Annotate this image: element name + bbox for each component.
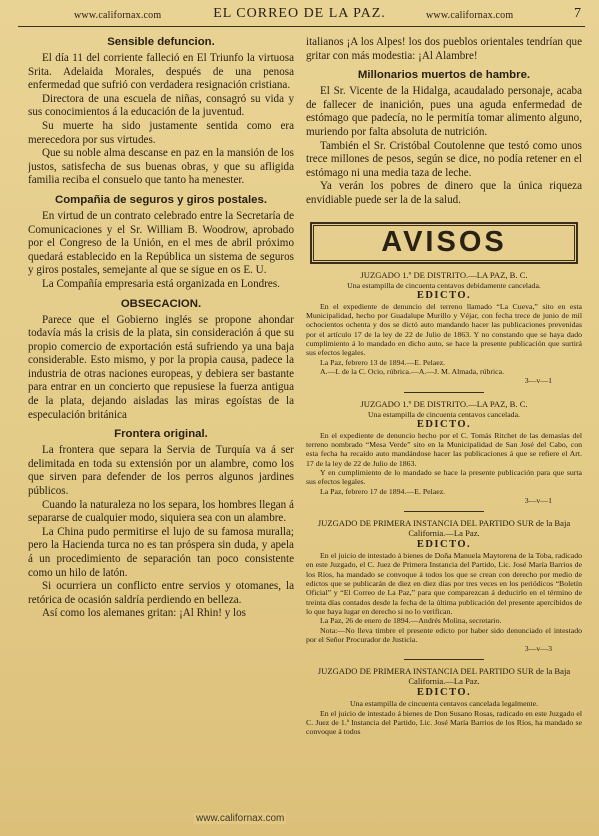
notice-body: En el juicio de intestado á bienes de Doña Manuela Maytorena de la Toba, radicado en este Juzgado, el C. Juez de Primera Instancia del Partido, Lic. José María Barrios de los Ríos, ha mandado se convoque á todos los que se crean con derecho por medio de edictos que se publicarán de diez en diez días por tres veces en los periódicos “Boletín Oficial” y “El Correo de La Paz,” para que comparezcan á deducirlo en el término de treinta días contados desde la fecha de la última publicación del presente apercibidos de lo que haya lugar en derecho si no lo verifican.: [306, 551, 582, 616]
page-header: [0, 0, 599, 28]
section-title: Sensible defuncion.: [107, 36, 215, 48]
notice-court: JUZGADO 1.º DE DISTRITO.—LA PAZ, B. C.: [360, 269, 528, 280]
notice-court: JUZGADO 1.º DE DISTRITO.—LA PAZ, B. C.: [360, 398, 528, 409]
notice-edicto: EDICTO.: [416, 539, 472, 551]
notice-stamp-line: Una estampilla de cincuenta centavos debidamente cancelada.: [347, 280, 541, 290]
notice-body: Y en cumplimiento de lo mandado se hace la presente publicación para que surta sus efectos legales.: [306, 467, 582, 487]
notice-number: 3—v—1: [524, 495, 552, 505]
paragraph: La frontera que separa la Servia de Turquía va á ser delimitada en toda su extensión por un alambre, como los que sirven para defender de los perros algunos jardines públicos.: [28, 444, 294, 498]
paragraph: Cuando la naturaleza no los separa, los hombres llegan á separarse de cualquier modo, siquiera sea con un alambre.: [28, 498, 294, 525]
divider: [404, 511, 484, 512]
masthead: EL CORREO DE LA PAZ.: [213, 6, 386, 21]
notice-number: 3—v—3: [524, 644, 552, 654]
section-title: Millonarios muertos de hambre.: [357, 69, 531, 82]
notice-date: La Paz, febrero 13 de 1894.—E. Pelaez.: [320, 357, 446, 367]
notice-date: La Paz, 26 de enero de 1894.—Andrés Molina, secretario.: [320, 616, 502, 626]
legal-notices: [306, 270, 582, 737]
page-number: 7: [574, 6, 581, 21]
notice-date: La Paz, febrero 17 de 1894.—E. Pelaez.: [320, 486, 446, 496]
notice-edicto: EDICTO.: [416, 418, 472, 430]
paragraph: Así como los alemanes gritan: ¡Al Rhin! y los: [42, 607, 246, 620]
notice-edicto: EDICTO.: [416, 687, 472, 699]
divider: [404, 659, 484, 660]
section-title: OBSECACION.: [120, 297, 202, 310]
paragraph: Ya verán los pobres de dinero que la única riqueza envidiable puede ser la de la salud.: [306, 180, 582, 206]
avisos-banner: [310, 222, 578, 264]
notice-body: En el expediente de denuncio hecho por el C. Tomás Ritchet de las demasías del terreno nombrado “Mesa Verde” sito en la Municipalidad de San José del Cabo, con esta fecha ha recaído auto mandándose hacer las publicaciones á que se refiere el Art. 17 de la ley de 22 de Julio de 1863.: [306, 430, 582, 468]
section-title: Frontera original.: [114, 428, 208, 441]
notice-1: [306, 270, 582, 386]
avisos-title: AVISOS: [381, 226, 507, 259]
paragraph: El Sr. Vicente de la Hidalga, acaudalado personaje, acaba de fallecer de inanición, pues una aguda enfermedad de estómago que padecía, no le permitía tomar alimento alguno, muriendo por falta absoluta de nutrición.: [306, 85, 582, 138]
notice-signature: A.—I. de la C. Ocio, rúbrica.—A.—J. M. Almada, rúbrica.: [320, 366, 505, 376]
notice-body: En el expediente de denuncio del terreno llamado “La Cueva,” sito en esta Municipalidad, hecho por Guadalupe Murillo y Véjar, con fecha trece de junio de mil ochocientos ochenta y dos se dictó auto mandando hacer las publicaciones prevenidas por el artículo 17 de la ley de 22 de Julio de 1863. Y no constando que se haya dado cumplimiento á lo mandado en dicho auto, se hace la presente publicación que surtirá sus efectos legales.: [306, 301, 582, 358]
notice-court: JUZGADO DE PRIMERA INSTANCIA DEL PARTIDO SUR de la Baja California.—La Paz.: [317, 666, 571, 687]
notice-note: Nota:—No lleva timbre el presente edicto por haber sido denunciado el intestado por el Señor Procurador de Justicia.: [306, 625, 582, 644]
section-title: Compañia de seguros y giros postales.: [54, 193, 268, 206]
paragraph: También el Sr. Cristóbal Coutolenne que testó como unos trece millones de pesos, según se dice, no podía retener en el estómago ni una media taza de leche.: [306, 139, 582, 179]
watermark-url: www.californax.com: [196, 813, 285, 824]
notice-stamp-line: Una estampilla de cincuenta centavos cancelada.: [368, 409, 520, 419]
header-url-right: www.californax.com: [426, 10, 514, 21]
header-url-left: www.californax.com: [74, 10, 162, 21]
paragraph: Su muerte ha sido justamente sentida como era merecedora por sus virtudes.: [28, 119, 294, 146]
notice-3: [306, 518, 582, 653]
notice-edicto: EDICTO.: [416, 289, 472, 301]
paragraph: Directora de una escuela de niñas, consagró su vida y sus conocimientos á la educación de la juventud.: [28, 92, 294, 119]
notice-2: [306, 399, 582, 506]
paragraph: La China pudo permitirse el lujo de su famosa muralla; pero la Hacienda turca no es tan próspera sin duda, y apela á un procedimiento de separación tan poco consistente como un hilo de latón.: [28, 525, 294, 579]
divider: [404, 392, 484, 393]
notice-stamp-line: Una estampilla de cincuenta centavos cancelada legalmente.: [349, 699, 539, 709]
notice-body: En el juicio de intestado á bienes de Don Susano Rosas, radicado en este Juzgado el C. Juez de 1.ª Instancia del Partido, Lic. José María Barrios de los Ríos, ha mandado se convoque á todos: [306, 708, 582, 737]
header-rule: [18, 26, 585, 27]
paragraph: En virtud de un contrato celebrado entre la Secretaría de Comunicaciones y el Sr. William B. Woodrow, aprobado por el Congreso de la Unión, en el mes de abril próximo quedará establecido en la República un sistema de seguros y giros postales, semejante al que se sigue en os E. U.: [28, 209, 294, 277]
paragraph: El día 11 del corriente falleció en El Triunfo la virtuosa Srita. Adelaida Morales, después de una penosa enfermedad que sufrió con verdadera resignación cristiana.: [28, 52, 294, 92]
paragraph: La Compañía empresaria está organizada en Londres.: [42, 277, 280, 290]
paragraph: Que su noble alma descanse en paz en la mansión de los justos, satisfecha de sus buenas obras, y que su afligida familia reciba el consuelo que tanto ha menester.: [28, 147, 294, 187]
paragraph: Parece que el Gobierno inglés se propone ahondar todavía más la crisis de la plata, sin consideración á que su propio comercio de exportación está sufriendo ya una baja considerable. Esto mismo, y por la propia causa, padece la industria de otras naciones europeas, y debiera ser bastante para entrar en un concierto que repusiese la fuerza antigua de la plata, dejando aisladas las miras egoístas de la especulación británica: [28, 313, 294, 421]
left-column: [28, 36, 294, 830]
right-column: [306, 36, 582, 830]
paragraph: italianos ¡A los Alpes! los dos pueblos orientales tendrían que gritar con más modestia: ¡Al Alambre!: [306, 36, 582, 62]
paragraph: Si ocurriera un conflicto entre servios y otomanes, la retórica de ocasión saldría perdiendo en belleza.: [28, 580, 294, 606]
notice-4: [306, 666, 582, 736]
notice-court: JUZGADO DE PRIMERA INSTANCIA DEL PARTIDO SUR de la Baja California.—La Paz.: [317, 518, 571, 539]
notice-number: 3—v—1: [524, 376, 552, 386]
